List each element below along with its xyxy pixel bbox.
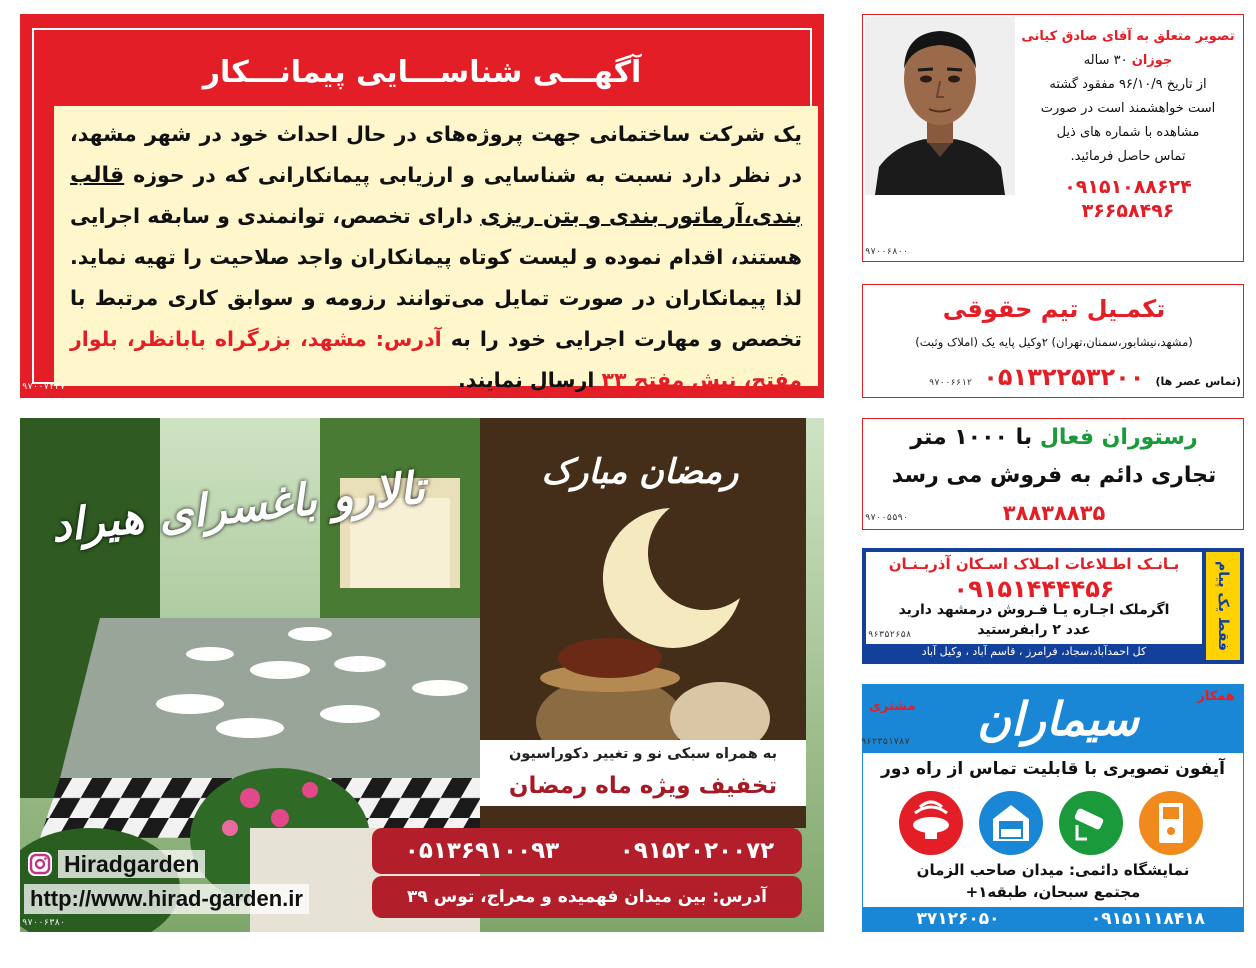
estate-ad-areas: کل احمدآباد،سجاد، فرامرز ، قاسم آباد ، وکیل آباد <box>921 645 1147 658</box>
contractor-text-1: یک شرکت ساختمانی جهت پروژه‌های در حال احداث خود در شهر مشهد، در نظر دارد نسبت به شناسایی و ارزیابی پیمانکارانی که در حوزه <box>70 122 802 187</box>
estate-ad-code: ۹۶۳۵۲۶۵۸ <box>868 630 912 640</box>
contractor-address: آدرس: مشهد، بزرگراه بابانظر، بلوار مفتح، نبش مفتح ۳۳ <box>70 327 802 392</box>
ramadan-greeting: رمضان مبارک <box>541 452 739 492</box>
legal-ad-phone-row <box>867 363 1241 393</box>
garden-instagram-handle[interactable]: Hiradgarden <box>58 850 205 878</box>
garden-phone-1: ۰۹۱۵۲۰۲۰۰۷۲ <box>619 838 775 864</box>
contractor-ad-title: آگهـــی شناســـایی پیمانـــکار <box>202 55 642 90</box>
missing-person-age: جوزان ۳۰ ساله <box>1083 53 1173 68</box>
legal-team-ad <box>862 284 1244 398</box>
legal-ad-title: تکمـیل تیم حقوقی <box>942 295 1166 323</box>
simaran-intercom-ad <box>862 684 1244 932</box>
smoke-detector-icon <box>899 791 963 855</box>
simaran-phone-2: ۳۷۱۲۶۰۵۰ <box>916 909 1000 929</box>
missing-person-request-3: تماس حاصل فرمائید. <box>1070 149 1186 164</box>
missing-person-phone-1: ۰۹۱۵۱۰۸۸۶۲۴ <box>1064 176 1192 198</box>
hirad-garden-ad <box>20 418 824 932</box>
simaran-hamkar: همکار <box>1197 689 1235 704</box>
simaran-brand: سیماران <box>977 692 1139 746</box>
simaran-moshtari: مشتری <box>869 699 916 714</box>
garden-phone-2: ۰۵۱۳۶۹۱۰۰۹۳ <box>404 838 560 864</box>
contractor-ad <box>20 14 824 398</box>
legal-ad-phone: ۰۵۱۳۲۲۵۳۲۰۰ <box>983 363 1145 391</box>
video-intercom-icon <box>1139 791 1203 855</box>
estate-ad-title: بـانـک اطـلاعات امـلاک اسـکان آذربـنـان <box>888 555 1180 573</box>
estate-ad-side-label: فقط یک پیام <box>1206 552 1240 660</box>
estate-ad-line-1: اگرملک اجـاره یـا فـروش درمشهد دارید <box>898 602 1170 618</box>
simaran-phone-1: ۰۹۱۵۱۱۱۸۴۱۸ <box>1090 909 1206 929</box>
simaran-address: مجتمع سبحان، طبقه۱+ <box>965 883 1141 901</box>
missing-person-request-2: مشاهده با شماره های ذیل <box>1056 125 1200 140</box>
contractor-text-2: دارای تخصص، توانمندی و سابقه اجرایی هستند، اقدام نموده و لیست کوتاه پیمانکاران واجد صلاحیت را تهیه نماید. لذا پیمانکاران در صورت تمایل می‌توانند رزومه و سوابق کاری مرتبط با تخصص و مهارت اجرایی خود را به <box>70 204 802 351</box>
contractor-text-3: ارسال نمایند. <box>457 368 595 392</box>
restaurant-ad-phone: ۳۸۸۳۸۸۳۵ <box>1002 501 1106 525</box>
contractor-ad-body <box>54 106 818 392</box>
missing-person-date: از تاریخ ۹۶/۱۰/۹ مفقود گشته <box>1049 77 1207 92</box>
simaran-tagline: آیفون تصویری با قابلیت تماس از راه دور <box>881 759 1225 779</box>
garden-ad-code: ۹۷۰۰۶۳۸۰ <box>22 918 66 928</box>
contractor-highlight: قالب بندی،آرماتور بندی و بتن ریزی <box>70 163 803 229</box>
restaurant-ad-line-1: رستوران فعال با ۱۰۰۰ متر <box>910 425 1198 450</box>
security-camera-icon <box>1059 791 1123 855</box>
missing-person-text <box>1015 25 1241 245</box>
missing-person-request: است خواهشمند است در صورت <box>1040 101 1216 116</box>
simaran-ad-code: ۹۶۲۳۵۱۷۸۷ <box>861 737 910 747</box>
legal-ad-code: ۹۷۰۰۶۶۱۲ <box>928 378 973 388</box>
simaran-showroom: نمایشگاه دائمی: میدان صاحب الزمان <box>916 861 1190 879</box>
garden-address: آدرس: بین میدان فهمیده و معراج، توس ۳۹ <box>407 887 767 907</box>
garden-promo-line-2: تخفیف ویژه ماه رمضان <box>508 773 778 799</box>
garden-website-link[interactable]: http://www.hirad-garden.ir <box>24 884 309 914</box>
restaurant-sale-ad <box>862 418 1244 530</box>
garden-promo-line-1: به همراه سبکی نو و تغییر دکوراسیون <box>508 746 778 762</box>
real-estate-ad <box>862 548 1244 664</box>
missing-ad-code: ۹۷۰۰۶۸۰۰ <box>865 247 909 257</box>
estate-ad-phone: ۰۹۱۵۱۴۴۴۴۵۶ <box>953 575 1115 603</box>
restaurant-ad-line-2: تجاری دائم به فروش می رسد <box>891 463 1217 488</box>
missing-person-ad <box>862 14 1244 262</box>
estate-ad-line-2: عدد ۲ رابفرستید <box>977 622 1091 638</box>
garage-door-icon <box>979 791 1043 855</box>
legal-ad-cities: (مشهد،نیشابور،سمنان،تهران) ۲وکیل پایه یک (املاک وثبت) <box>915 335 1193 349</box>
garden-name: تالارو باغسرای هیراد <box>48 462 428 553</box>
restaurant-ad-code: ۹۷۰۰۵۵۹۰ <box>865 513 909 523</box>
instagram-icon <box>28 852 52 876</box>
missing-person-phone-2: ۳۶۶۵۸۴۹۶ <box>1081 200 1175 222</box>
contractor-ad-code: ۹۷۰۰۷۴۴۷ <box>22 382 66 392</box>
missing-person-name: تصویر متعلق به آقای صادق کیانی <box>1021 29 1235 44</box>
legal-ad-call-time: (تماس عصر ها) <box>1155 375 1241 388</box>
missing-person-photo <box>865 17 1015 195</box>
